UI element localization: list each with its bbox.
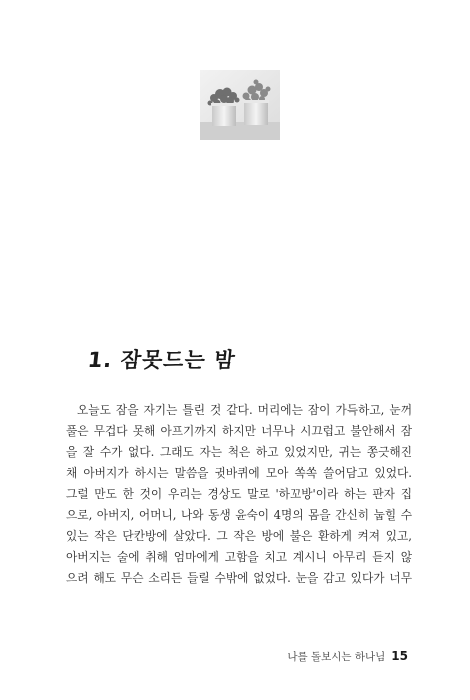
text-line: 풀은 무겁다 못해 아프기까지 하지만 너무나 시끄럽고 불안해서 잠 <box>66 424 412 438</box>
body-text <box>66 400 412 589</box>
chapter-title: 1. 잠못드는 밤 <box>86 348 237 372</box>
text-line: 으로, 아버지, 어머니, 나와 동생 윤숙이 4명의 몸을 간신히 눕힐 수 <box>66 508 412 522</box>
text-line: 아버지는 술에 취해 엄마에게 고함을 치고 계시니 아무리 듣지 않 <box>66 550 412 564</box>
text-line: 있는 작은 단칸방에 살았다. 그 작은 방에 불은 환하게 켜져 있고, <box>66 529 412 543</box>
text-line: 을 잘 수가 없다. 그래도 자는 척은 하고 있었지만, 귀는 쫑긋해진 <box>66 445 412 459</box>
text-line: 오늘도 잠을 자기는 틀린 것 같다. 머리에는 잠이 가득하고, 눈꺼 <box>77 403 412 417</box>
potted-plants-photo <box>200 70 280 140</box>
text-line: 으려 해도 무슨 소리든 들릴 수밖에 없었다. 눈을 감고 있다가 너무 <box>66 571 412 585</box>
running-title: 나를 돌보시는 하나님 <box>287 651 386 663</box>
text-line: 채 아버지가 하시는 말씀을 귓바퀴에 모아 쏙쏙 쓸어담고 있었다. <box>66 466 412 480</box>
page-number: 15 <box>391 649 408 663</box>
text-line: 그럴 만도 한 것이 우리는 경상도 말로 '하꼬방'이라 하는 판자 집 <box>66 487 412 501</box>
page-footer <box>287 649 408 664</box>
